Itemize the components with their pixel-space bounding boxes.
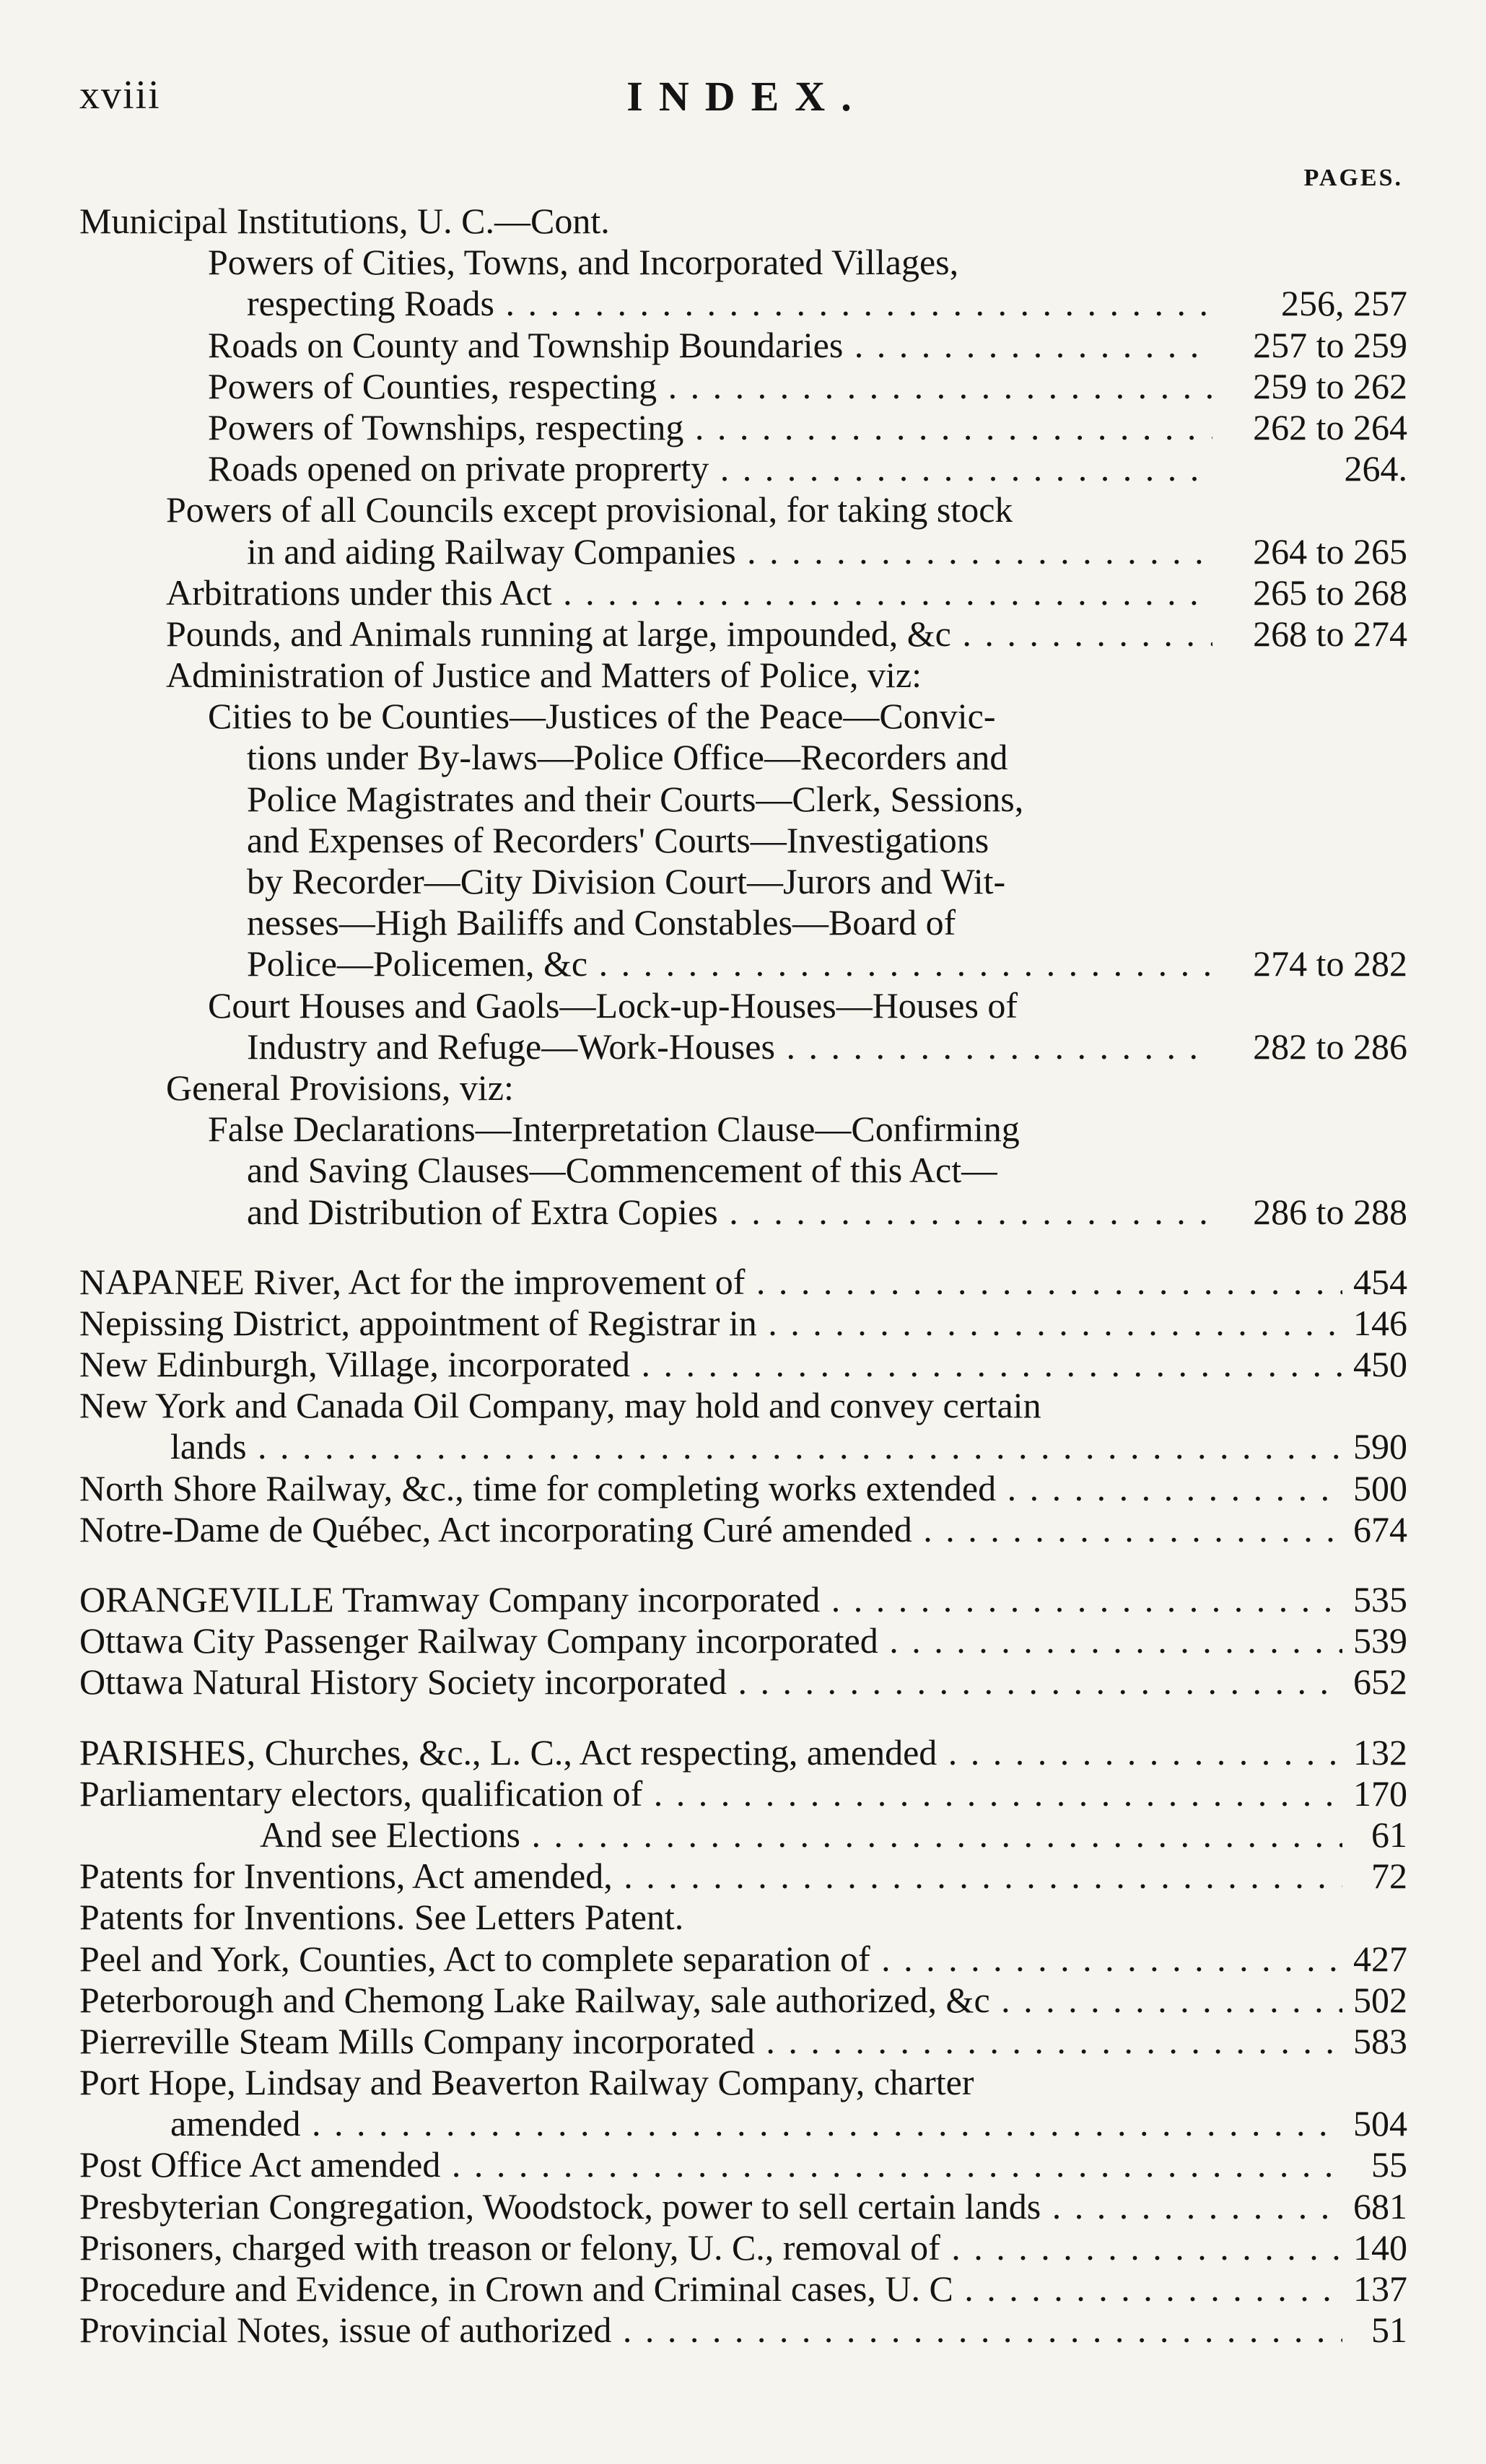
entry-text: Procedure and Evidence, in Crown and Criminal cases, U. C . . . xyxy=(79,2268,1342,2310)
entry-pages: 286 to 288 xyxy=(1253,1191,1407,1232)
index-entry xyxy=(79,820,1407,861)
entry-text: Roads on County and Township Boundaries . . . xyxy=(208,325,1212,366)
entry-pages: 427 xyxy=(1353,1938,1407,1979)
index-entry xyxy=(79,696,1407,737)
index-entry xyxy=(79,1661,1407,1703)
entry-pages: 51 xyxy=(1371,2310,1407,2351)
index-entry xyxy=(79,613,1407,655)
entry-text: and Saving Clauses—Commencement of this Act— xyxy=(247,1150,998,1191)
entry-text: Ottawa City Passenger Railway Company incorporated . . . xyxy=(79,1620,1342,1661)
index-entry xyxy=(79,2103,1407,2144)
entry-pages: 55 xyxy=(1371,2144,1407,2185)
entry-pages: 262 to 264 xyxy=(1253,406,1407,447)
index-entry xyxy=(79,2310,1407,2351)
entry-pages: 454 xyxy=(1353,1261,1407,1302)
index-entry xyxy=(79,1980,1407,2021)
index-entry xyxy=(79,572,1407,613)
entry-text: Provincial Notes, issue of authorized . . . xyxy=(79,2310,1342,2351)
index-entry xyxy=(79,1814,1407,1856)
index-entries xyxy=(79,201,1407,2351)
page-header xyxy=(79,72,1415,130)
entry-text: Pounds, and Animals running at large, impounded, &c . . . xyxy=(166,613,1212,655)
entry-pages: 259 to 262 xyxy=(1253,365,1407,406)
index-entry xyxy=(79,1939,1407,1980)
entry-text: amended . . . xyxy=(170,2103,1342,2144)
entry-text: And see Elections . . . xyxy=(260,1814,1342,1856)
index-entry xyxy=(79,448,1407,489)
entry-text: lands . . . xyxy=(170,1426,1342,1467)
entry-pages: 264 to 265 xyxy=(1253,530,1407,572)
index-entry xyxy=(79,489,1407,530)
index-entry xyxy=(79,242,1407,283)
index-entry xyxy=(79,2021,1407,2062)
index-entry xyxy=(79,2268,1407,2310)
entry-text: nesses—High Bailiffs and Constables—Board of xyxy=(247,902,956,943)
entry-text: Powers of Cities, Towns, and Incorporated Villages, xyxy=(208,242,959,283)
entry-text: PARISHES, Churches, &c., L. C., Act respecting, amended . . . xyxy=(79,1732,1342,1773)
index-entry xyxy=(79,985,1407,1026)
entry-text: respecting Roads . . . xyxy=(247,283,1212,324)
index-entry xyxy=(79,2062,1407,2103)
index-entry xyxy=(79,2227,1407,2268)
index-entry xyxy=(79,325,1407,366)
index-entry xyxy=(79,531,1407,572)
index-entry xyxy=(79,1620,1407,1661)
index-entry xyxy=(79,1026,1407,1067)
index-entry xyxy=(79,1109,1407,1150)
entry-pages: 500 xyxy=(1353,1467,1407,1508)
entry-text: in and aiding Railway Companies . . . xyxy=(247,531,1212,572)
entry-pages: 590 xyxy=(1353,1426,1407,1467)
index-entry xyxy=(79,1303,1407,1344)
entry-pages: 137 xyxy=(1353,2268,1407,2309)
entry-text: Pierreville Steam Mills Company incorporated . . . xyxy=(79,2021,1342,2062)
entry-text: and Expenses of Recorders' Courts—Investigations xyxy=(247,819,989,860)
entry-text: New York and Canada Oil Company, may hold and convey certain xyxy=(79,1385,1041,1426)
index-entry xyxy=(79,1773,1407,1814)
index-entry xyxy=(79,1385,1407,1426)
entry-pages: 583 xyxy=(1353,2020,1407,2061)
index-entry xyxy=(79,283,1407,324)
entry-text: Port Hope, Lindsay and Beaverton Railway Company, charter xyxy=(79,2062,974,2103)
index-entry xyxy=(79,1509,1407,1550)
entry-text: Court Houses and Gaols—Lock-up-Houses—Houses of xyxy=(208,984,1018,1026)
entry-pages: 535 xyxy=(1353,1579,1407,1620)
entry-text: Police Magistrates and their Courts—Clerk, Sessions, xyxy=(247,778,1024,819)
index-entry xyxy=(79,1067,1407,1109)
index-entry xyxy=(79,655,1407,696)
entry-text: Patents for Inventions. See Letters Patent. xyxy=(79,1897,684,1938)
entry-text: False Declarations—Interpretation Clause—Confirming xyxy=(208,1109,1020,1150)
entry-pages: 652 xyxy=(1353,1661,1407,1703)
entry-text: Municipal Institutions, U. C.—Cont. xyxy=(79,201,610,241)
entry-pages: 257 to 259 xyxy=(1253,324,1407,365)
entry-pages: 132 xyxy=(1353,1731,1407,1773)
entry-pages: 681 xyxy=(1353,2185,1407,2227)
entry-text: Patents for Inventions, Act amended, . . . xyxy=(79,1856,1342,1897)
index-entry xyxy=(79,366,1407,407)
entry-text: and Distribution of Extra Copies . . . xyxy=(247,1192,1212,1233)
entry-text: Post Office Act amended . . . xyxy=(79,2144,1342,2185)
index-entry xyxy=(79,1897,1407,1938)
entry-pages: 282 to 286 xyxy=(1253,1026,1407,1067)
entry-pages: 256, 257 xyxy=(1281,283,1407,324)
entry-pages: 170 xyxy=(1353,1773,1407,1814)
entry-text: North Shore Railway, &c., time for completing works extended . . . xyxy=(79,1468,1342,1509)
index-entry xyxy=(79,201,1407,242)
entry-text: Prisoners, charged with treason or felony, U. C., removal of . . . xyxy=(79,2227,1342,2268)
entry-pages: 140 xyxy=(1353,2227,1407,2268)
index-entry xyxy=(79,1344,1407,1385)
index-entry xyxy=(79,779,1407,820)
entry-text: by Recorder—City Division Court—Jurors and Wit- xyxy=(247,861,1006,901)
entry-text: Presbyterian Congregation, Woodstock, power to sell certain lands . . . xyxy=(79,2186,1342,2227)
entry-text: General Provisions, viz: xyxy=(166,1067,514,1108)
entry-pages: 268 to 274 xyxy=(1253,613,1407,654)
entry-pages: 146 xyxy=(1353,1302,1407,1343)
entry-pages: 502 xyxy=(1353,1979,1407,2020)
entry-pages: 504 xyxy=(1353,2103,1407,2144)
entry-pages: 265 to 268 xyxy=(1253,572,1407,613)
index-entry xyxy=(79,1468,1407,1509)
entry-text: Notre-Dame de Québec, Act incorporating Curé amended . . . xyxy=(79,1509,1342,1550)
entry-pages: 72 xyxy=(1371,1856,1407,1897)
index-entry xyxy=(79,902,1407,943)
index-entry xyxy=(79,1732,1407,1773)
page-number: xviii xyxy=(79,73,161,118)
page-title: INDEX. xyxy=(626,73,867,120)
entry-pages: 274 to 282 xyxy=(1253,943,1407,984)
index-entry xyxy=(79,737,1407,778)
pages-column-label: PAGES. xyxy=(1303,165,1403,191)
index-entry xyxy=(79,1579,1407,1620)
entry-text: Peel and York, Counties, Act to complete separation of . . . xyxy=(79,1939,1342,1980)
index-entry xyxy=(79,1262,1407,1303)
index-entry xyxy=(79,1856,1407,1897)
entry-text: Ottawa Natural History Society incorporated . . . xyxy=(79,1661,1342,1703)
entry-text: Parliamentary electors, qualification of . . . xyxy=(79,1773,1342,1814)
entry-text: Police—Policemen, &c . . . xyxy=(247,943,1212,984)
index-entry xyxy=(79,1192,1407,1233)
index-entry xyxy=(79,407,1407,448)
entry-text: Powers of Townships, respecting . . . xyxy=(208,407,1212,448)
entry-text: Peterborough and Chemong Lake Railway, sale authorized, &c . . . xyxy=(79,1980,1342,2021)
entry-text: Cities to be Counties—Justices of the Peace—Convic- xyxy=(208,696,996,737)
entry-text: Administration of Justice and Matters of Police, viz: xyxy=(166,655,922,696)
entry-text: Industry and Refuge—Work-Houses . . . xyxy=(247,1026,1212,1067)
entry-text: Arbitrations under this Act . . . xyxy=(166,572,1212,613)
entry-pages: 674 xyxy=(1353,1508,1407,1550)
index-entry xyxy=(79,1426,1407,1467)
entry-pages: 264. xyxy=(1344,448,1407,489)
entry-text: Powers of Counties, respecting . . . xyxy=(208,366,1212,407)
entry-text: NAPANEE River, Act for the improvement of . . . xyxy=(79,1262,1342,1303)
entry-text: New Edinburgh, Village, incorporated . . . xyxy=(79,1344,1342,1385)
entry-text: Powers of all Councils except provisional, for taking stock xyxy=(166,489,1013,530)
entry-text: Roads opened on private proprerty . . . xyxy=(208,448,1212,489)
index-entry xyxy=(79,2186,1407,2227)
index-entry xyxy=(79,861,1407,902)
entry-pages: 450 xyxy=(1353,1344,1407,1385)
entry-pages: 61 xyxy=(1371,1814,1407,1855)
entry-text: ORANGEVILLE Tramway Company incorporated . . . xyxy=(79,1579,1342,1620)
entry-pages: 539 xyxy=(1353,1620,1407,1661)
index-entry xyxy=(79,1150,1407,1191)
index-entry xyxy=(79,943,1407,984)
entry-text: tions under By-laws—Police Office—Recorders and xyxy=(247,737,1008,778)
entry-text: Nepissing District, appointment of Registrar in . . . xyxy=(79,1303,1342,1344)
index-entry xyxy=(79,2144,1407,2185)
